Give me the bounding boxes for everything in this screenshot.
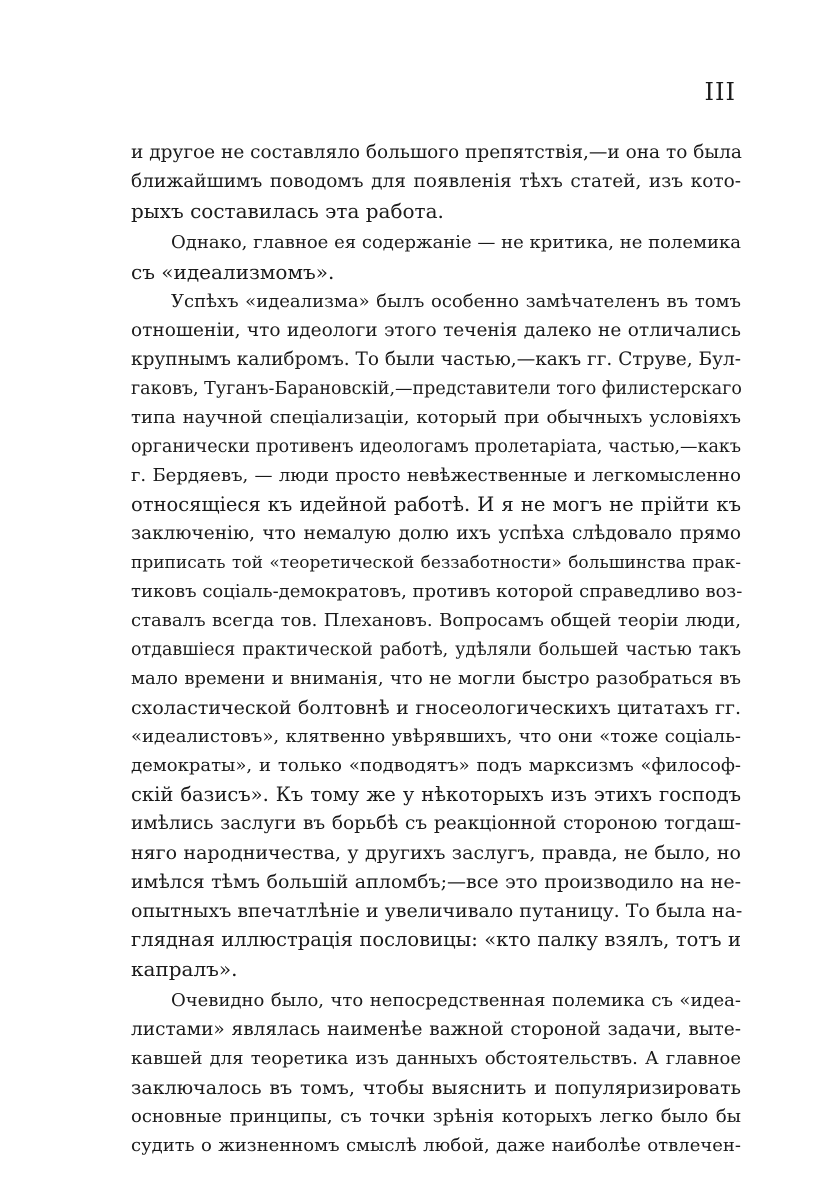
- text-line: отношеніи, что идеологи этого теченія далеко не отличались: [131, 320, 741, 341]
- text-line: гаковъ, Туганъ-Барановскій,—представители того филистерскаго: [131, 379, 742, 399]
- text-line: ставалъ всегда тов. Плехановъ. Вопросамъ общей теоріи люди,: [131, 610, 741, 631]
- text-line: капралъ».: [131, 957, 238, 981]
- text-line: скій базисъ». Къ тому же у нѣкоторыхъ изъ этихъ господъ: [131, 783, 741, 806]
- text-line: глядная иллюстрація пословицы: «кто палку взялъ, тотъ и: [131, 928, 741, 951]
- page-number: III: [704, 78, 736, 106]
- text-line: имѣлся тѣмъ большій апломбъ;—все это производило на не-: [131, 871, 741, 893]
- text-line: ближайшимъ поводомъ для появленія тѣхъ статей, изъ кото-: [131, 171, 741, 192]
- text-line: листами» являлась наименѣе важной стороной задачи, выте-: [131, 1019, 741, 1040]
- text-line: опытныхъ впечатлѣніе и увеличивало путаницу. То была на-: [131, 900, 743, 922]
- text-line: мало времени и вниманія, что не могли быстро разобраться въ: [131, 668, 741, 689]
- text-line: «идеалистовъ», клятвенно увѣрявшихъ, что они «тоже соціаль-: [131, 726, 741, 747]
- text-line: кавшей для теоретика изъ данныхъ обстоятельствъ. А главное: [131, 1048, 741, 1069]
- text-line: приписать той «теоретической беззаботности» большинства прак-: [131, 553, 741, 573]
- text-line: схоластической болтовнѣ и гносеологическихъ цитатахъ гг.: [131, 697, 741, 719]
- text-line: крупнымъ калибромъ. То были частью,—какъ гг. Струве, Бул-: [131, 349, 741, 370]
- paragraph-first-line: Очевидно было, что непосредственная полемика съ «идеа-: [171, 990, 741, 1011]
- paragraph-first-line: Однако, главное ея содержаніе — не критика, не полемика: [171, 232, 741, 253]
- text-line: рыхъ составилась эта работа.: [131, 199, 444, 223]
- text-line: съ «идеализмомъ».: [131, 260, 335, 284]
- text-line: относящіеся къ идейной работѣ. И я не могъ не прійти къ: [131, 493, 741, 516]
- text-line: заключенію, что немалую долю ихъ успѣха слѣдовало прямо: [131, 523, 741, 544]
- text-line: судить о жизненномъ смыслѣ любой, даже наиболѣе отвлечен-: [131, 1135, 741, 1156]
- text-line: няго народничества, у другихъ заслугъ, правда, не было, но: [131, 842, 741, 864]
- text-line: типа научной спеціализаціи, который при обычныхъ условіяхъ: [131, 407, 741, 428]
- text-line: отдавшіеся практической работѣ, удѣляли большей частью такъ: [131, 640, 741, 660]
- text-line: и другое не составляло большого препятствія,—и она то была: [131, 142, 742, 163]
- text-line: имѣлись заслуги въ борьбѣ съ реакціонной стороною тогдаш-: [131, 813, 741, 834]
- text-line: демократы», и только «подводятъ» подъ марксизмъ «философ-: [131, 755, 741, 776]
- text-line: заключалось въ томъ, чтобы выяснить и популяризировать: [131, 1077, 741, 1099]
- paragraph-first-line: Успѣхъ «идеализма» былъ особенно замѣчателенъ въ томъ: [171, 291, 741, 312]
- text-line: тиковъ соціаль-демократовъ, противъ которой справедливо воз-: [131, 581, 743, 602]
- text-line: основные принципы, съ точки зрѣнія которыхъ легко было бы: [131, 1106, 741, 1127]
- text-line: г. Бердяевъ, — люди просто невѣжественные и легкомысленно: [131, 465, 741, 486]
- text-line: органически противенъ идеологамъ пролетаріата, частью,—какъ: [131, 437, 741, 457]
